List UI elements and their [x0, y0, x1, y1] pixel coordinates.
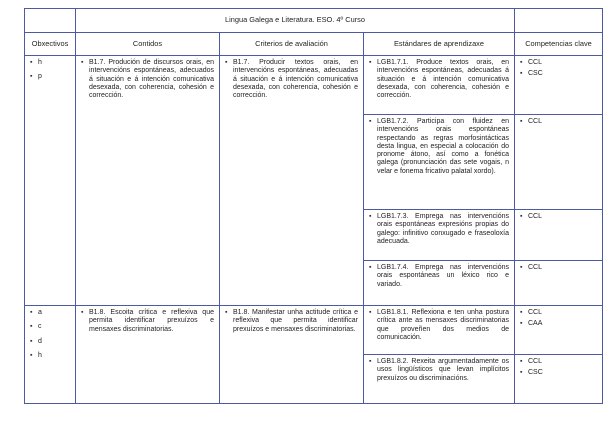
curriculum-table	[24, 8, 603, 404]
competences-cell	[515, 261, 603, 306]
standard-cell	[364, 56, 515, 115]
standard-text: ▪ LGB1.8.2. Rexeita argumentadamente os usos lingüísticos que levan implícitos prexuízos ou discriminacións.	[369, 358, 509, 383]
standard-text: ▪ LGB1.7.2. Participa con fluidez en intervencións orais espontáneas respectando as regras morfosintácticas desta lingua, en especial a colocación do pronome átono, así como a fonética galega (pronunciación das sete vogais, n velar e fonema fricativo palatal xordo).	[369, 118, 509, 176]
header-competences: Competencias clave	[515, 33, 603, 56]
competences-cell	[515, 115, 603, 210]
standard-cell	[364, 115, 515, 210]
standard-text: ▪ LGB1.7.3. Emprega nas intervencións orais espontáneas expresións propias do galego: infinitivo conxugado e fraseoloxía adecuada.	[369, 213, 509, 246]
competences-cell	[515, 355, 603, 404]
competences-cell	[515, 210, 603, 261]
standard-cell	[364, 261, 515, 306]
header-contents: Contidos	[76, 33, 220, 56]
standard-cell	[364, 306, 515, 355]
objective-item: ▪ h	[30, 352, 70, 360]
header-criteria: Criterios de avaliación	[220, 33, 364, 56]
contents-cell	[76, 56, 220, 306]
competence-item: ▪ CCL	[520, 358, 597, 366]
standard-text: ▪ LGB1.7.1. Produce textos orais, en intervencións espontáneas, adecuadas á situación e á intención comunicativa desexada, con coherencia, cohesión e corrección.	[369, 59, 509, 100]
objective-item: ▪ p	[30, 73, 70, 81]
criteria-cell	[220, 306, 364, 404]
standard-cell	[364, 355, 515, 404]
competence-item: ▪ CAA	[520, 320, 597, 328]
competence-item: ▪ CCL	[520, 264, 597, 272]
standard-text: ▪ LGB1.8.1. Reflexiona e ten unha postura crítica ante as mensaxes discriminatorias que proveñen dos medios de comunicación.	[369, 309, 509, 342]
competence-item: ▪ CSC	[520, 70, 597, 78]
competence-item: ▪ CCL	[520, 118, 597, 126]
table-title: Lingua Galega e Literatura. ESO. 4º Curso	[76, 9, 515, 33]
table-row	[25, 56, 603, 115]
competence-item: ▪ CSC	[520, 369, 597, 377]
contents-cell	[76, 306, 220, 404]
criteria-text: ▪ B1.7. Producir textos orais, en intervencións espontáneas, adecuadas á situación e á intención comunicativa desexada, con coherencia, cohesión e corrección.	[225, 59, 358, 100]
header-row	[25, 33, 603, 56]
objectives-cell	[25, 306, 76, 404]
standard-text: ▪ LGB1.7.4. Emprega nas intervencións orais espontáneas un léxico rico e variado.	[369, 264, 509, 289]
competences-cell	[515, 56, 603, 115]
empty-corner-cell	[515, 9, 603, 33]
objective-item: ▪ d	[30, 338, 70, 346]
header-standards: Estándares de aprendizaxe	[364, 33, 515, 56]
title-row	[25, 9, 603, 33]
objective-item: ▪ c	[30, 323, 70, 331]
content-text: ▪ B1.8. Escoita crítica e reflexiva que permita identificar prexuízos e mensaxes discriminatorias.	[81, 309, 214, 334]
standard-cell	[364, 210, 515, 261]
criteria-cell	[220, 56, 364, 306]
objectives-cell	[25, 56, 76, 306]
competences-cell	[515, 306, 603, 355]
content-text: ▪ B1.7. Produción de discursos orais, en intervencións espontáneas, adecuados á situación e á intención comunicativa desexada, con coherencia, cohesión e corrección.	[81, 59, 214, 100]
objective-item: ▪ a	[30, 309, 70, 317]
competence-item: ▪ CCL	[520, 59, 597, 67]
header-objectives: Obxectivos	[25, 33, 76, 56]
competence-item: ▪ CCL	[520, 309, 597, 317]
table-row	[25, 306, 603, 355]
empty-corner-cell	[25, 9, 76, 33]
competence-item: ▪ CCL	[520, 213, 597, 221]
criteria-text: ▪ B1.8. Manifestar unha actitude crítica e reflexiva que permita identificar prexuízos e mensaxes discriminatorias.	[225, 309, 358, 334]
objective-item: ▪ h	[30, 59, 70, 67]
